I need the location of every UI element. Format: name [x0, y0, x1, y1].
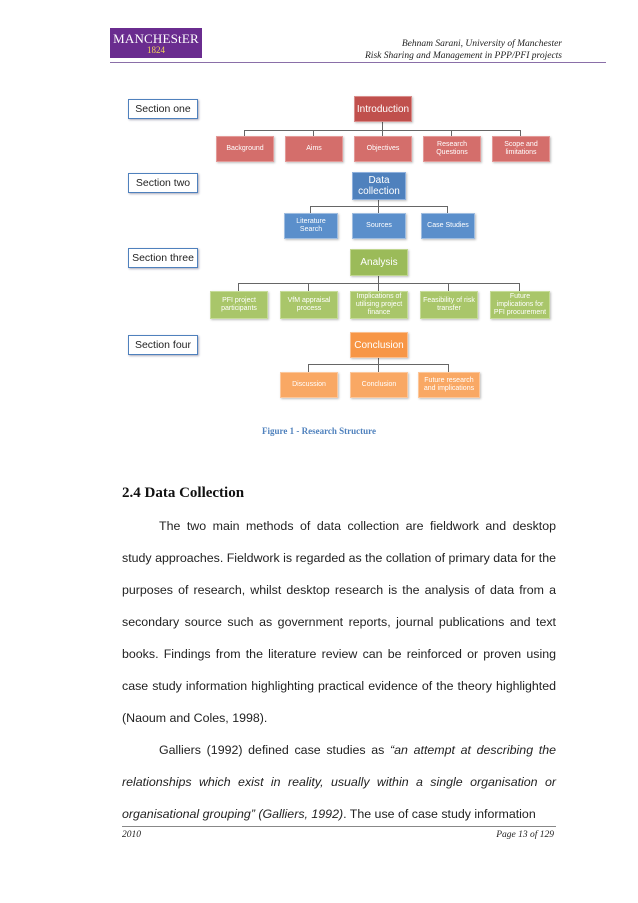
node-risk-transfer: Feasibility of risk transfer [420, 291, 478, 319]
node-analysis: Analysis [350, 249, 408, 276]
body-text [122, 510, 556, 830]
connector [378, 283, 379, 291]
node-aims: Aims [285, 136, 343, 162]
header-title: Risk Sharing and Management in PPP/PFI projects [365, 51, 562, 61]
node-pfi-participants: PFI project participants [210, 291, 268, 319]
section-label-four: Section four [128, 335, 198, 355]
logo-year: 1824 [147, 44, 165, 55]
node-conclusion-root: Conclusion [350, 332, 408, 358]
section-heading: 2.4 Data Collection [122, 485, 245, 501]
research-structure-diagram [0, 0, 638, 420]
footer-divider [122, 826, 556, 827]
paragraph-1: The two main methods of data collection are fieldwork and desktop study approaches. Fieldwork is regarded as the collation of primary data for the purposes of research, whilst desktop research is the analysis of data from a secondary source such as government reports, journal publications and text books. Findings from the literature review can be reinforced or proven using case study information highlighting practical evidence of the theory highlighted (Naoum and Coles, 1998). [122, 519, 556, 725]
node-conclusion: Conclusion [350, 372, 408, 398]
node-project-finance: Implications of utilising project finance [350, 291, 408, 319]
node-literature-search: Literature Search [284, 213, 338, 239]
logo-name: MANCHEStER [113, 30, 199, 46]
footer-year: 2010 [122, 830, 141, 840]
node-case-studies: Case Studies [421, 213, 475, 239]
node-future-research: Future research and implications [418, 372, 480, 398]
paragraph-2-lead: Galliers (1992) defined case studies as [159, 743, 391, 757]
node-background: Background [216, 136, 274, 162]
figure-caption: Figure 1 - Research Structure [262, 426, 376, 436]
page-number: Page 13 of 129 [496, 830, 554, 840]
section-label-three: Section three [128, 248, 198, 268]
connector [382, 121, 383, 130]
node-objectives: Objectives [354, 136, 412, 162]
connector [448, 364, 449, 372]
node-sources: Sources [352, 213, 406, 239]
connector [378, 364, 379, 372]
connector [308, 283, 309, 291]
section-label-two: Section two [128, 173, 198, 193]
connector [519, 283, 520, 291]
connector [238, 283, 239, 291]
connector [378, 206, 379, 213]
section-label-one: Section one [128, 99, 198, 119]
paragraph-2-quote: “an attempt at describing the relationships which exist in reality, usually within a single organisation or organisational grouping” (Galliers, 1992) [122, 743, 556, 821]
node-vfm-appraisal: VfM appraisal process [280, 291, 338, 319]
node-research-questions: Research Questions [423, 136, 481, 162]
connector [310, 206, 311, 213]
paragraph-2-tail: . The use of case study information [343, 807, 536, 821]
node-scope-limitations: Scope and limitations [492, 136, 550, 162]
paragraph-2 [122, 734, 556, 830]
node-data-collection: Data collection [352, 172, 406, 200]
node-discussion: Discussion [280, 372, 338, 398]
header-author: Behnam Sarani, University of Manchester [401, 39, 562, 49]
node-introduction: Introduction [354, 96, 412, 122]
connector [448, 283, 449, 291]
node-future-implications: Future implications for PFI procurement [490, 291, 550, 319]
connector [447, 206, 448, 213]
connector [308, 364, 309, 372]
